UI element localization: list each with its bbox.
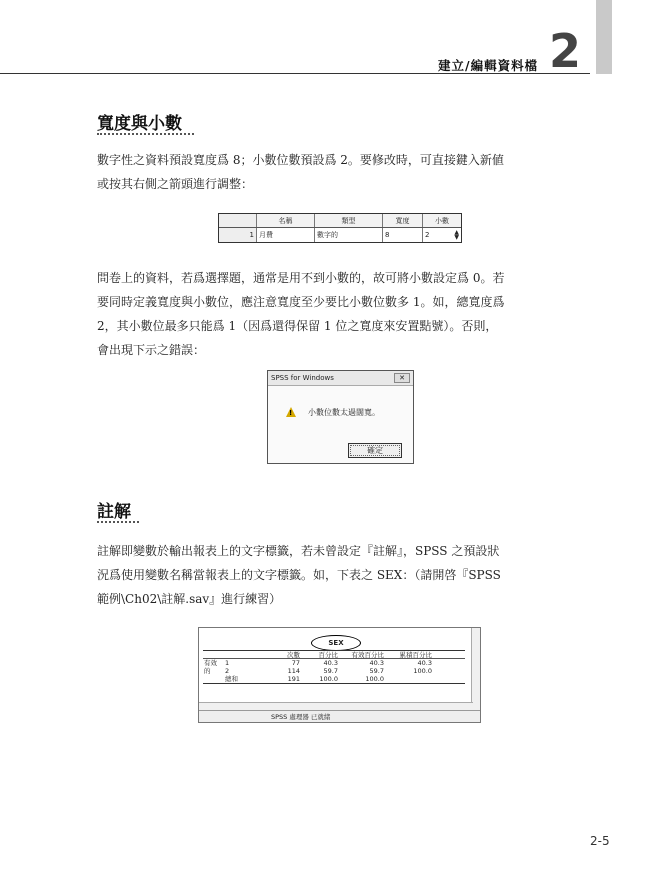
- section-title-width-decimals: 寬度與小數: [97, 114, 182, 134]
- output-viewer-window: [198, 627, 481, 723]
- cell-decimals[interactable]: [423, 228, 461, 242]
- decimals-spinner-icon[interactable]: ▲ ▼: [454, 229, 459, 241]
- cell-type[interactable]: 數字的: [315, 228, 383, 242]
- row-header-corner: [219, 214, 257, 227]
- table-row: 總和 191 100.0 100.0: [225, 675, 384, 683]
- table-row: 有效 1 77 40.3 40.3 40.3: [204, 659, 432, 667]
- frequency-header-row: [203, 651, 465, 659]
- header-percent: 百分比: [318, 651, 338, 658]
- chapter-tab-bar: [596, 0, 612, 74]
- warning-icon-mark: !: [289, 409, 293, 417]
- section-title-underline: [97, 133, 194, 135]
- table-title-sex: SEX: [311, 635, 361, 651]
- dialog-message: 小數位數太過闊寬。: [308, 408, 380, 417]
- header-frequency: 次數: [287, 651, 300, 658]
- table-row: [219, 228, 461, 242]
- chapter-number: 2: [549, 24, 582, 78]
- error-dialog: [267, 370, 414, 464]
- status-text: SPSS 處理器 已就緒: [271, 713, 331, 721]
- vertical-scrollbar[interactable]: [471, 628, 480, 712]
- close-icon[interactable]: ✕: [394, 373, 410, 383]
- cell-name[interactable]: 月費: [257, 228, 315, 242]
- dialog-title-bar: [268, 371, 413, 386]
- frequency-table: [203, 650, 465, 684]
- decimals-value[interactable]: 2: [425, 231, 430, 239]
- paragraph-decimals-warning: 問卷上的資料，若爲選擇題，通常是用不到小數的，故可將小數設定爲 0。若 要同時定義寬度與小數位，應注意寬度至少要比小數位數多 1。如，總寬度爲 2，其小數位最多只能爲 1（因爲還得保留 1 位之寬度來安置點號）。否則， 會出現下示之錯誤：: [97, 271, 505, 357]
- cell-width[interactable]: 8: [383, 228, 423, 242]
- chapter-title: 建立/編輯資料檔: [438, 58, 539, 73]
- status-bar: [199, 710, 480, 722]
- header-cumulative-percent: 累積百分比: [399, 651, 432, 658]
- table-row: 的 2 114 59.7 59.7 100.0: [204, 667, 432, 675]
- column-header-width[interactable]: 寬度: [383, 214, 423, 227]
- column-header-decimals[interactable]: 小數: [435, 216, 449, 225]
- variable-view-table: [218, 213, 462, 243]
- column-header-type[interactable]: 類型: [315, 214, 383, 227]
- ok-button[interactable]: 確定: [348, 443, 402, 458]
- section-title-underline: [97, 521, 139, 523]
- paragraph-width-decimals: 數字性之資料預設寬度爲 8；小數位數預設爲 2。要修改時，可直接鍵入新値 或按其右側之箭頭進行調整：: [97, 153, 504, 191]
- horizontal-scrollbar[interactable]: [199, 702, 473, 710]
- page-number: 2-5: [590, 834, 610, 848]
- column-header-name[interactable]: 名稱: [257, 214, 315, 227]
- paragraph-annotation: 註解即變數於輸出報表上的文字標籤，若未曾設定『註解』，SPSS 之預設狀 況爲使用變數名稱當報表上的文字標籤。如，下表之 SEX：（請開啓『SPSS 範例\Ch02\註解.sav』進行練習）: [97, 544, 501, 606]
- variable-table-header-row: [219, 214, 461, 228]
- dialog-title: SPSS for Windows: [271, 374, 334, 382]
- section-title-annotation: 註解: [97, 502, 131, 522]
- header-valid-percent: 有效百分比: [351, 651, 384, 658]
- row-number[interactable]: 1: [219, 228, 257, 242]
